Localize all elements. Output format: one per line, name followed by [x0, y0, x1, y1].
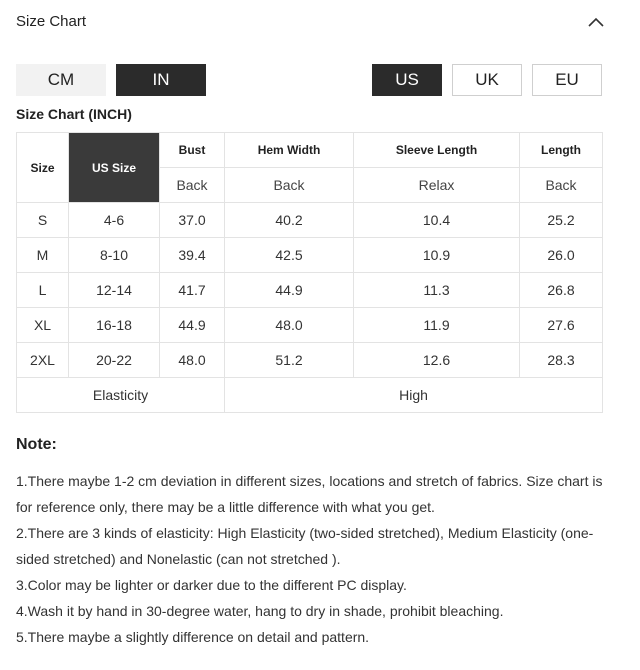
cell-us-size: 8-10 — [69, 238, 160, 273]
table-row — [17, 343, 603, 378]
table-title: Size Chart (INCH) — [16, 106, 132, 122]
elasticity-row — [17, 378, 603, 413]
cell-bust: 39.4 — [160, 238, 225, 273]
table-row — [17, 203, 603, 238]
cell-hem-width: 51.2 — [225, 343, 354, 378]
chevron-up-icon[interactable] — [586, 12, 606, 32]
size-chart-title: Size Chart — [16, 13, 87, 30]
cell-us-size: 4-6 — [69, 203, 160, 238]
size-table — [16, 132, 603, 413]
cell-bust: 44.9 — [160, 308, 225, 343]
cell-length: 26.8 — [520, 273, 603, 308]
subheader-hem-width: Back — [225, 168, 354, 203]
cell-size: 2XL — [17, 343, 69, 378]
cell-length: 28.3 — [520, 343, 603, 378]
cell-hem-width: 48.0 — [225, 308, 354, 343]
cell-hem-width: 40.2 — [225, 203, 354, 238]
cell-sleeve-length: 12.6 — [354, 343, 520, 378]
unit-toggle — [16, 64, 206, 96]
cell-bust: 48.0 — [160, 343, 225, 378]
cell-hem-width: 42.5 — [225, 238, 354, 273]
cell-size: S — [17, 203, 69, 238]
table-row — [17, 273, 603, 308]
elasticity-label: Elasticity — [17, 378, 225, 413]
header-bust: Bust — [160, 133, 225, 168]
note-line: 2.There are 3 kinds of elasticity: High Elasticity (two-sided stretched), Medium Elasticity (one-sided stretched) and Nonelastic (can not stretched ). — [16, 525, 594, 567]
note-line: 3.Color may be lighter or darker due to the different PC display. — [16, 577, 407, 593]
region-eu-button[interactable]: EU — [532, 64, 602, 96]
elasticity-value: High — [225, 378, 603, 413]
note-title: Note: — [16, 436, 57, 453]
region-uk-button[interactable]: UK — [452, 64, 522, 96]
note-line: 1.There maybe 1-2 cm deviation in different sizes, locations and stretch of fabrics. Size chart is for reference only, there may be a little difference with what you get. — [16, 473, 603, 515]
subheader-sleeve-length: Relax — [354, 168, 520, 203]
unit-in-button[interactable]: IN — [116, 64, 206, 96]
cell-us-size: 20-22 — [69, 343, 160, 378]
cell-size: XL — [17, 308, 69, 343]
cell-size: M — [17, 238, 69, 273]
header-sleeve-length: Sleeve Length — [354, 133, 520, 168]
header-length: Length — [520, 133, 603, 168]
cell-sleeve-length: 10.4 — [354, 203, 520, 238]
cell-length: 26.0 — [520, 238, 603, 273]
note-line: 4.Wash it by hand in 30-degree water, hang to dry in shade, prohibit bleaching. — [16, 603, 504, 619]
region-us-button[interactable]: US — [372, 64, 442, 96]
region-toggle — [372, 64, 602, 96]
header-size: Size — [17, 133, 69, 203]
cell-sleeve-length: 11.9 — [354, 308, 520, 343]
cell-bust: 37.0 — [160, 203, 225, 238]
cell-bust: 41.7 — [160, 273, 225, 308]
header-us-size: US Size — [69, 133, 160, 203]
cell-sleeve-length: 11.3 — [354, 273, 520, 308]
cell-sleeve-length: 10.9 — [354, 238, 520, 273]
note-line: 5.There maybe a slightly difference on detail and pattern. — [16, 629, 370, 645]
size-chart-header[interactable] — [16, 0, 608, 44]
unit-cm-button[interactable]: CM — [16, 64, 106, 96]
note-list — [16, 468, 608, 650]
header-hem-width: Hem Width — [225, 133, 354, 168]
subheader-bust: Back — [160, 168, 225, 203]
cell-length: 25.2 — [520, 203, 603, 238]
cell-length: 27.6 — [520, 308, 603, 343]
cell-us-size: 16-18 — [69, 308, 160, 343]
subheader-length: Back — [520, 168, 603, 203]
cell-size: L — [17, 273, 69, 308]
table-row — [17, 238, 603, 273]
cell-us-size: 12-14 — [69, 273, 160, 308]
cell-hem-width: 44.9 — [225, 273, 354, 308]
table-row — [17, 308, 603, 343]
